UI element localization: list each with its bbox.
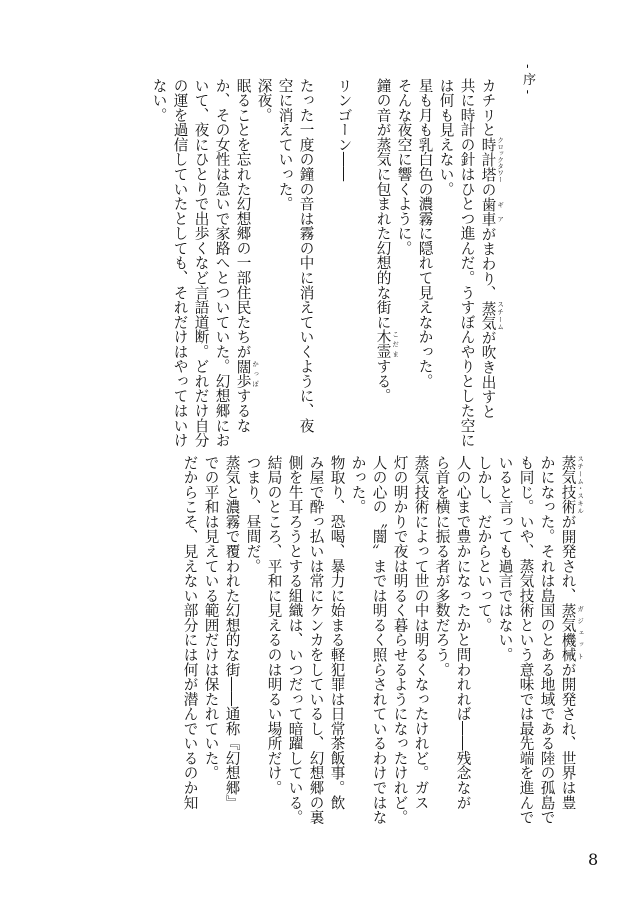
- text-line: での平和は見えている範囲だけは保たれていた。: [202, 455, 220, 781]
- text-line: ら首を横に振る者が多数だろう。: [433, 455, 451, 677]
- text-segment: する。: [374, 358, 392, 404]
- ruby-word: [479, 136, 505, 183]
- ruby-text: スチーム・スキル: [576, 455, 585, 515]
- text-line: いると言っても過言ではない。: [496, 455, 514, 662]
- text-line: の運を過信していたとしても、それだけはやってはいけ: [171, 78, 189, 448]
- text-line: リンゴーン――: [335, 78, 353, 182]
- text-line: [235, 78, 259, 433]
- text-line: 結局のところ、平和に見えるのは明るい場所だけ。: [265, 455, 283, 795]
- ruby-word: [479, 300, 505, 331]
- text-segment: カチリと: [479, 78, 497, 138]
- text-line: かった。: [349, 455, 367, 515]
- section-heading: - 序 -: [520, 64, 535, 95]
- ruby-text: かっぽ: [251, 358, 260, 389]
- ruby-word: [559, 455, 585, 515]
- text-line: かになった。それは島国のとある地域である陸の孤島で: [538, 455, 556, 825]
- text-line: 空に消えていった。: [276, 78, 294, 212]
- text-line: つまり、昼間だ。: [244, 455, 262, 574]
- text-line: 蒸気と濃霧で覆われた幻想的な街――通称『幻想郷』: [223, 455, 241, 810]
- text-line: 物取り、恐喝、暴力に始まる軽犯罪は日常茶飯事。飲: [328, 455, 346, 810]
- text-line: 蒸気技術によって世の中は明るくなったけれど。ガス: [412, 455, 430, 810]
- ruby-text: こだま: [391, 329, 400, 359]
- ruby-base: 闊歩: [234, 358, 252, 389]
- ruby-word: [374, 329, 400, 359]
- ruby-base: 蒸気技術: [559, 455, 577, 515]
- text-segment: が開発され、世界は豊: [559, 661, 577, 810]
- ruby-base: 時計塔: [479, 136, 497, 183]
- text-line: [560, 455, 584, 810]
- text-line: か、その女性は急いで家路へとついていた。幻想郷にお: [213, 78, 231, 448]
- text-segment: 鐘の音が蒸気に包まれた幻想的な街に: [374, 78, 392, 330]
- ruby-text: スチーム: [496, 300, 505, 331]
- ruby-base: 蒸気: [479, 300, 497, 331]
- text-line: も同じ。いや、蒸気技術という意味では最先端を進んで: [517, 455, 535, 825]
- ruby-base: 歯車: [479, 197, 497, 227]
- text-line: 人の心の〝闇〟までは明るく照らされているわけではな: [370, 455, 388, 825]
- text-segment: がまわり、: [479, 226, 497, 301]
- text-line: 側を牛耳ろうとする組織は、いつだって暗躍している。: [286, 455, 304, 825]
- text-segment: が吹き出すと: [479, 330, 497, 419]
- ruby-base: 木霊: [374, 329, 392, 359]
- text-segment: 眠ることを忘れた幻想郷の一部住民たちが: [234, 78, 252, 359]
- text-line: ない。: [150, 78, 168, 123]
- text-segment: するな: [234, 388, 252, 433]
- ruby-word: [559, 602, 585, 662]
- text-segment: の: [479, 182, 497, 198]
- text-line: 人の心まで豊かになったかと問われれば――残念なが: [454, 455, 472, 810]
- text-line: そんな夜空に響くように。: [395, 78, 413, 256]
- page-number: 8: [588, 850, 599, 869]
- text-line: [417, 78, 432, 388]
- text-line: だからこそ、見えない部分には何が潜んでいるのか知: [181, 455, 199, 810]
- ruby-word: [479, 197, 505, 227]
- text-line: [375, 78, 399, 403]
- text-line: み屋で酔っ払いは常にケンカをしているし、幻想郷の裏: [307, 455, 325, 825]
- ruby-base: 蒸気機械: [559, 602, 577, 662]
- text-segment: が開発され、: [559, 514, 577, 603]
- text-line: [480, 78, 504, 419]
- text-line: は何も見えない。: [437, 78, 455, 197]
- text-line: 共に時計の針はひとつ進んだ。うすぼんやりとした空に: [458, 78, 476, 448]
- ruby-text: ギア: [496, 197, 505, 227]
- ruby-word: [234, 358, 260, 389]
- ruby-text: クロックタワー: [496, 136, 505, 183]
- text-segment: 星も月も乳白色の濃霧に隠れて見えなかった。: [416, 78, 434, 389]
- text-line: たった一度の鐘の音は霧の中に消えていくように、夜: [297, 78, 315, 433]
- text-line: いて、夜にひとりで出歩くなど言語道断。どれだけ自分: [192, 78, 210, 448]
- text-line: 灯の明かりで夜は明るく暮らせるようになったけれど。: [391, 455, 409, 825]
- ruby-text: ガジェット: [576, 602, 585, 662]
- text-line: しかし、だからといって。: [475, 455, 493, 633]
- text-line: 深夜。: [255, 78, 273, 123]
